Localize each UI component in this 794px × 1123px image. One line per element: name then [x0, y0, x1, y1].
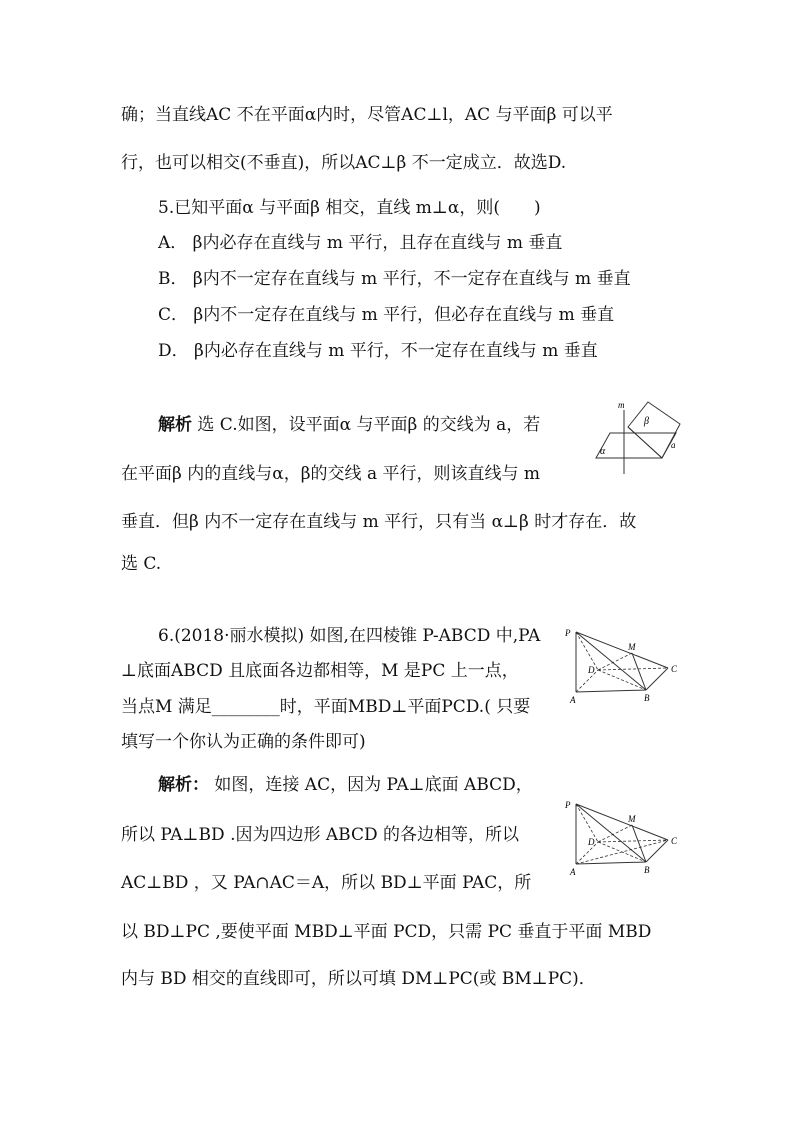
q6-stem-line-3: 当点M 满足________时，平面MBD⊥平面PCD.( 只要 — [121, 697, 531, 717]
q6-sol-fig-label-a: A — [570, 867, 576, 877]
q6-fig-label-b: B — [644, 693, 650, 703]
q6-sol-fig-label-m: M — [628, 814, 636, 824]
q6-solution-line-3: AC⊥BD ，又 PA∩AC＝A，所以 BD⊥平面 PAC，所 — [121, 873, 532, 893]
q5-option-d: D． β内必存在直线与 m 平行，不一定存在直线与 m 垂直 — [158, 341, 598, 361]
q5-solution-line-3: 垂直．但β 内不一定存在直线与 m 平行，只有当 α⊥β 时才存在．故 — [121, 512, 637, 532]
q6-sol-fig-label-p: P — [565, 800, 571, 810]
q5-solution-text-1: 选 C.如图，设平面α 与平面β 的交线为 a，若 — [197, 415, 541, 435]
q5-fig-label-beta: β — [644, 416, 649, 427]
q6-solution-pyramid-figure — [562, 796, 686, 878]
q5-fig-label-a: a — [671, 440, 676, 450]
q5-stem: 5.已知平面α 与平面β 相交，直线 m⊥α，则( ) — [158, 198, 541, 218]
q6-fig-label-a: A — [570, 695, 576, 705]
q6-solution-line-4: 以 BD⊥PC ,要使平面 MBD⊥平面 PCD，只需 PC 垂直于平面 MBD — [121, 922, 652, 942]
q6-stem-line-4: 填写一个你认为正确的条件即可) — [121, 732, 366, 752]
q5-option-c: C． β内不一定存在直线与 m 平行，但必存在直线与 m 垂直 — [158, 305, 615, 325]
continuation-line-1: 确；当直线AC 不在平面α内时，尽管AC⊥l，AC 与平面β 可以平 — [121, 105, 613, 125]
q5-solution-line-2: 在平面β 内的直线与α，β的交线 a 平行，则该直线与 m — [121, 464, 541, 484]
q6-pyramid-figure — [562, 624, 686, 706]
q5-fig-label-m: m — [618, 400, 625, 410]
q5-solution-line-4: 选 C. — [121, 554, 162, 574]
q6-fig-label-d: D — [588, 665, 595, 675]
q6-solution-label: 解析： — [158, 775, 209, 795]
q5-solution-label: 解析 — [158, 415, 192, 435]
q5-planes-figure — [588, 398, 690, 478]
q6-stem-line-2: ⊥底面ABCD 且底面各边都相等，M 是PC 上一点， — [121, 661, 519, 681]
continuation-line-2: 行，也可以相交(不垂直)，所以AC⊥β 不一定成立．故选D. — [121, 153, 567, 173]
q6-solution-text-1: 如图，连接 AC，因为 PA⊥底面 ABCD， — [214, 775, 533, 795]
q6-sol-fig-label-d: D — [588, 837, 595, 847]
q6-stem-line-1: 6.(2018·丽水模拟) 如图,在四棱锥 P-ABCD 中,PA — [158, 626, 541, 646]
q6-solution-line-1 — [158, 773, 533, 797]
q6-fig-label-c: C — [671, 664, 678, 674]
q6-fig-label-p: P — [565, 628, 571, 638]
q6-fig-label-m: M — [628, 642, 636, 652]
q5-solution-line-1 — [158, 413, 540, 437]
q5-option-a: A． β内必存在直线与 m 平行，且存在直线与 m 垂直 — [158, 233, 563, 253]
q6-sol-fig-label-b: B — [644, 865, 650, 875]
q6-sol-fig-label-c: C — [671, 836, 678, 846]
q6-solution-line-2: 所以 PA⊥BD .因为四边形 ABCD 的各边相等，所以 — [121, 825, 520, 845]
q5-option-b: B． β内不一定存在直线与 m 平行，不一定存在直线与 m 垂直 — [158, 269, 631, 289]
q5-fig-label-alpha: α — [600, 446, 606, 457]
q6-solution-line-5: 内与 BD 相交的直线即可，所以可填 DM⊥PC(或 BM⊥PC)． — [121, 969, 596, 989]
